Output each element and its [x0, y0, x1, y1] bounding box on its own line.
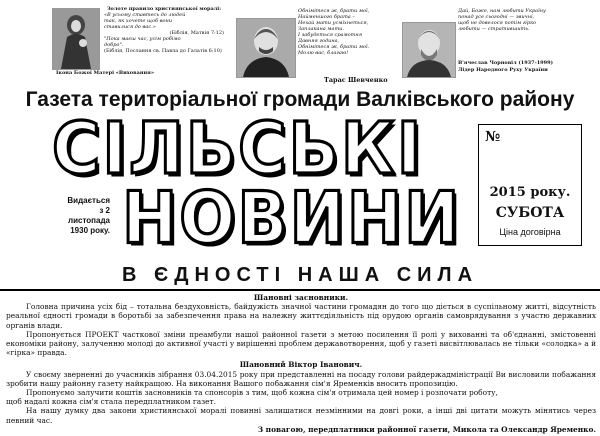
- shevchenko-portrait-image: [236, 18, 296, 78]
- right-quote-line: Дай, Боже, нам любити Україну: [458, 8, 546, 14]
- chornovil-caption-role: Лідер Народного Руху України: [458, 67, 548, 73]
- article-paragraph: Пропонуємо залучити коштів засновників та спонсорів з тим, щоб кожна сім'я отримала цей номер і розпочати роботу,: [26, 388, 498, 398]
- article-heading-1: Шановні засновники.: [253, 293, 349, 302]
- newspaper-title: [52, 107, 462, 260]
- issue-price: Ціна договірна: [499, 227, 561, 237]
- article-paragraph: Пропонується ПРОЕКТ часткової зміни преамбули нашої районної газети з метою посилення її ролі у вихованні та об'єднанні, змістовенні економіки району, залученню молоді до активної участі у вирішенні проблем державотворення, щоб у газеті висвітлювалась не тільки «солодка» а й «гірка» правда.: [6, 329, 596, 358]
- center-quote-line: І забудеться срамотня: [298, 32, 362, 38]
- left-quote-heading: Золоте правило християнської моралі:: [106, 6, 222, 12]
- left-quote-ref: (Біблія, Послання св. Павла до Галатів 6:10): [104, 48, 222, 54]
- newspaper-subtitle: Газета територіальної громади Валківського району: [25, 88, 575, 111]
- right-quote-line: любити — стратившить.: [458, 26, 530, 32]
- divider-rule: [0, 289, 600, 291]
- center-quote-line: Заплакана мати.: [298, 26, 344, 32]
- title-line-2: НОВИНИ: [122, 176, 462, 260]
- article-body: [6, 293, 596, 434]
- article-signature: З повагою, передплатники районної газети, Микола та Олександр Яременко.: [257, 424, 596, 434]
- right-quote-block: [458, 8, 588, 32]
- left-quote-line: ставилися до вас.»: [104, 24, 156, 30]
- icon-caption: Ікона Божої Матері «Виховання»: [56, 70, 154, 76]
- left-quote-ref: (Біблія, Матвія 7:12): [169, 30, 224, 36]
- article-heading-2: Шановний Віктор Іванович.: [239, 360, 363, 370]
- since-line: Видається: [67, 196, 110, 205]
- center-quote-block: [298, 8, 388, 56]
- issue-number-label: №: [485, 129, 501, 145]
- left-quote-line: "Пока маєш час, усім робімо: [104, 36, 181, 42]
- since-line: з 2 листопада: [68, 206, 110, 225]
- chornovil-caption-name: В'ячеслав Чорновіл (1937-1999): [458, 60, 553, 66]
- chornovil-portrait-image: [402, 22, 456, 78]
- title-line-1: СІЛЬСЬКІ: [52, 107, 424, 191]
- issue-day: СУБОТА: [495, 205, 565, 221]
- published-since: [56, 196, 110, 236]
- left-quote-block: [104, 6, 224, 54]
- issue-year: 2015 року.: [489, 185, 571, 200]
- center-quote-line: Найменшого брата –: [298, 14, 355, 20]
- left-quote-line: добро".: [104, 42, 124, 48]
- shevchenko-caption: Тарас Шевченко: [324, 76, 388, 84]
- right-quote-line: понад усе сьогодні — звичні,: [458, 14, 535, 20]
- left-quote-line: так, як хочете щоб вони: [104, 18, 173, 24]
- center-quote-line: Обнімітеся ж, брати мої.: [298, 44, 370, 50]
- article-paragraph: щоб надалі кожна сім'я стала передплатником газет.: [6, 397, 216, 407]
- article-paragraph: Головна причина усіх бід – тотальна бездуховність, байдужість значної частини громадян до того що діється в суспільному житті, відсутність реальної єдності громади в боротьбі за забезпечення права на належну життєдіяльність під орудою органів самоврядування з участю державних органів влади.: [6, 302, 596, 330]
- center-quote-line: Давняя година,: [298, 38, 340, 44]
- icon-mother-of-god-image: [52, 8, 100, 70]
- since-line: 1930 року.: [70, 226, 110, 235]
- center-quote-line: Обнімітеся ж, брати мої,: [298, 8, 370, 14]
- article-paragraph: На нашу думку два закони християнської моралі повинні залишатися незмінними на довгі роки, а інші дві цитати можуть мінятись через певний час.: [6, 406, 596, 425]
- article-paragraph: У своєму зверненні до учасників зібрання 03.04.2015 року при представленні на посаду голови райдержадміністрації Ви висловили побажання зробити нашу районну газету найкращою. На виконання Вашого побажання сім'я Яременків вносить пропозицію.: [6, 369, 596, 388]
- right-quote-line: щоб не довелося потім гірко: [458, 20, 537, 26]
- center-quote-line: Молю вас, благаю!: [298, 50, 349, 56]
- slogan: В ЄДНОСТІ НАША СИЛА: [121, 264, 479, 286]
- left-quote-line: «В усьому ставтесь до людей: [104, 12, 186, 18]
- center-quote-line: Нехай мати усміхнеться,: [298, 20, 369, 26]
- issue-info-box: [478, 124, 582, 246]
